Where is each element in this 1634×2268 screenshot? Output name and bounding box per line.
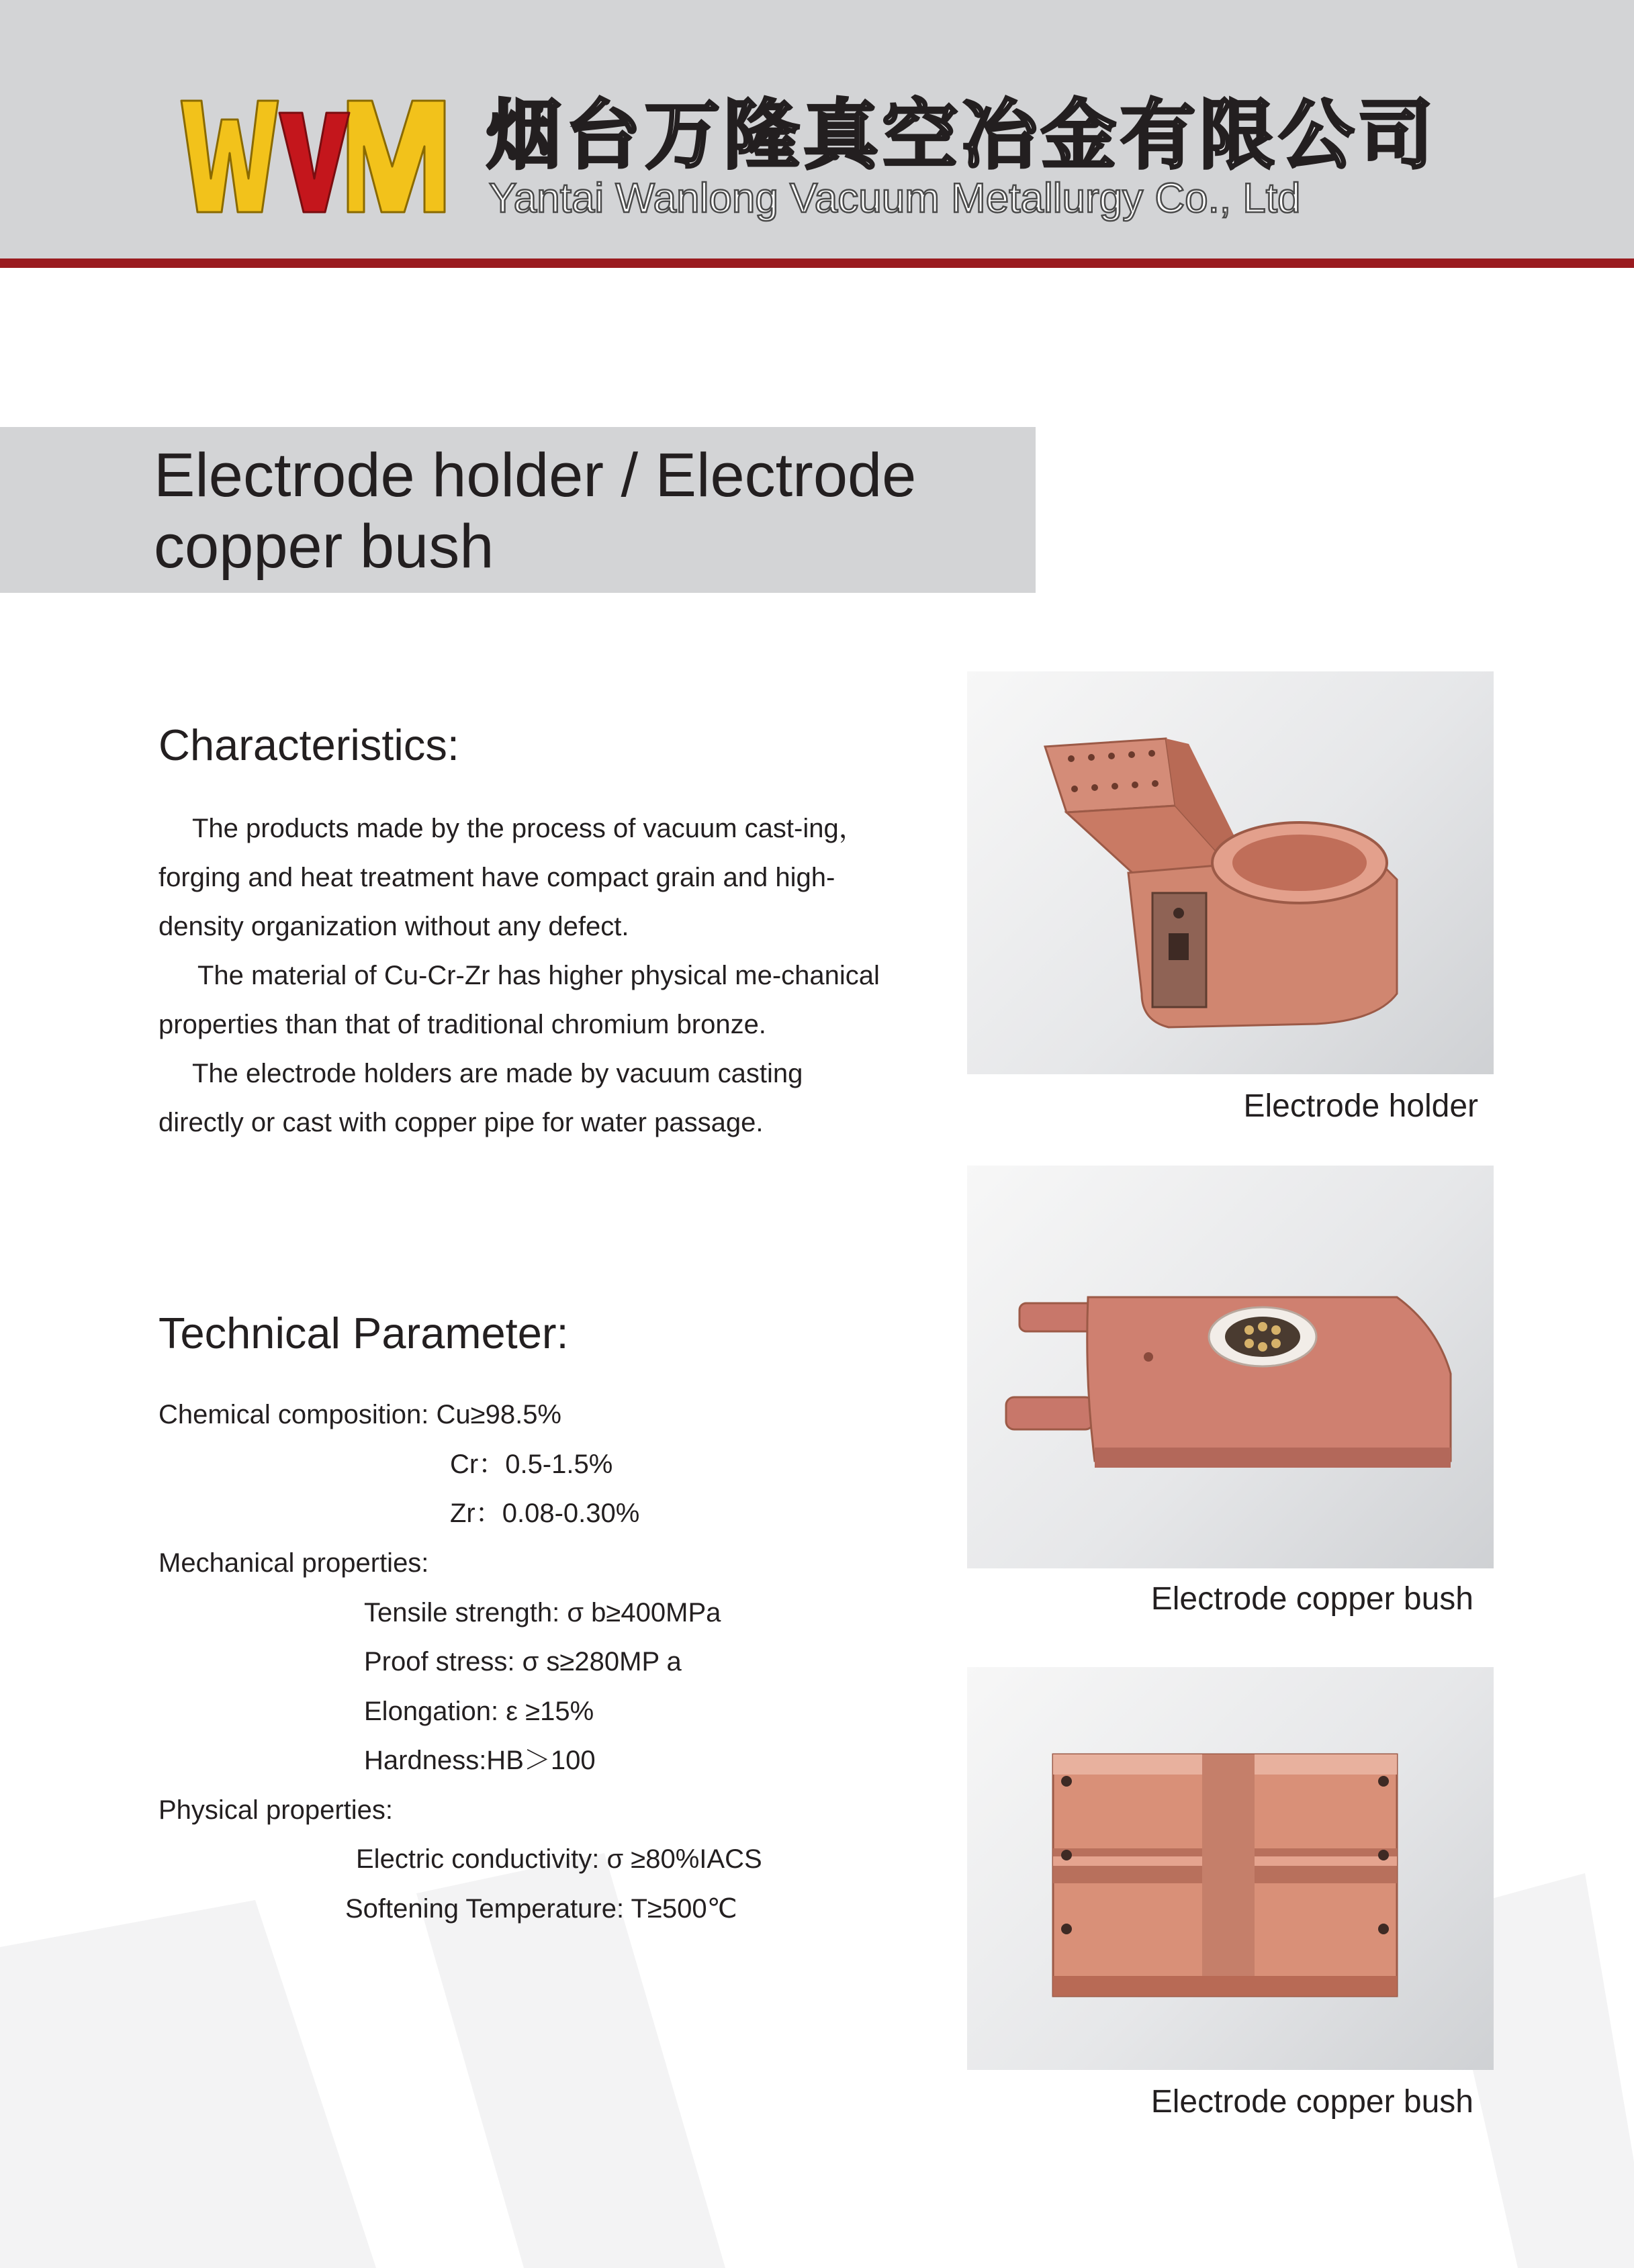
page-title-line-1: Electrode holder / Electrode [154, 441, 917, 510]
softening-temperature: Softening Temperature: T≥500℃ [345, 1894, 737, 1924]
electrode-holder-caption: Electrode holder [1243, 1088, 1478, 1124]
electrode-copper-bush-photo-1 [967, 1166, 1494, 1568]
company-name-english: Yantai Wanlong Vacuum Metallurgy Co., Ltd [489, 175, 1301, 222]
electrode-copper-bush-caption-1: Electrode copper bush [1150, 1581, 1473, 1617]
page-title-line-2: copper bush [154, 512, 494, 581]
tensile-strength: Tensile strength: σ b≥400MPa [364, 1598, 721, 1627]
characteristics-heading: Characteristics: [158, 720, 459, 769]
characteristics-paragraph-2: The material of Cu-Cr-Zr has higher physical me-chanical properties than that of traditional chromium bronze. [158, 961, 880, 1039]
zirconium-content: Zr：0.08-0.30% [450, 1499, 640, 1528]
mechanical-properties-label: Mechanical properties: [158, 1548, 429, 1578]
page-title [154, 440, 1020, 582]
header-divider [0, 258, 1634, 268]
chromium-content: Cr：0.5-1.5% [450, 1450, 613, 1479]
proof-stress: Proof stress: σ s≥280MP a [364, 1647, 682, 1676]
physical-properties-label: Physical properties: [158, 1795, 394, 1825]
characteristics-text [158, 804, 884, 1147]
characteristics-paragraph-3: The electrode holders are made by vacuum casting directly or cast with copper pipe for water passage. [158, 1059, 803, 1137]
electrode-holder-photo [967, 671, 1494, 1074]
electrode-copper-bush-photo-2 [967, 1667, 1494, 2070]
company-logo [180, 99, 446, 214]
technical-heading: Technical Parameter: [158, 1309, 569, 1358]
elongation: Elongation: ε ≥15% [364, 1697, 594, 1726]
company-name-chinese: 烟台万隆真空冶金有限公司 [486, 92, 1437, 179]
electric-conductivity: Electric conductivity: σ ≥80%IACS [356, 1844, 762, 1874]
characteristics-paragraph-1: The products made by the process of vacuum cast-ing，forging and heat treatment have compact grain and high-density organization without any defect. [158, 814, 866, 941]
hardness: Hardness:HB＞100 [364, 1746, 596, 1775]
chemical-composition: Chemical composition: Cu≥98.5% [158, 1400, 561, 1429]
electrode-copper-bush-caption-2: Electrode copper bush [1150, 2084, 1473, 2120]
